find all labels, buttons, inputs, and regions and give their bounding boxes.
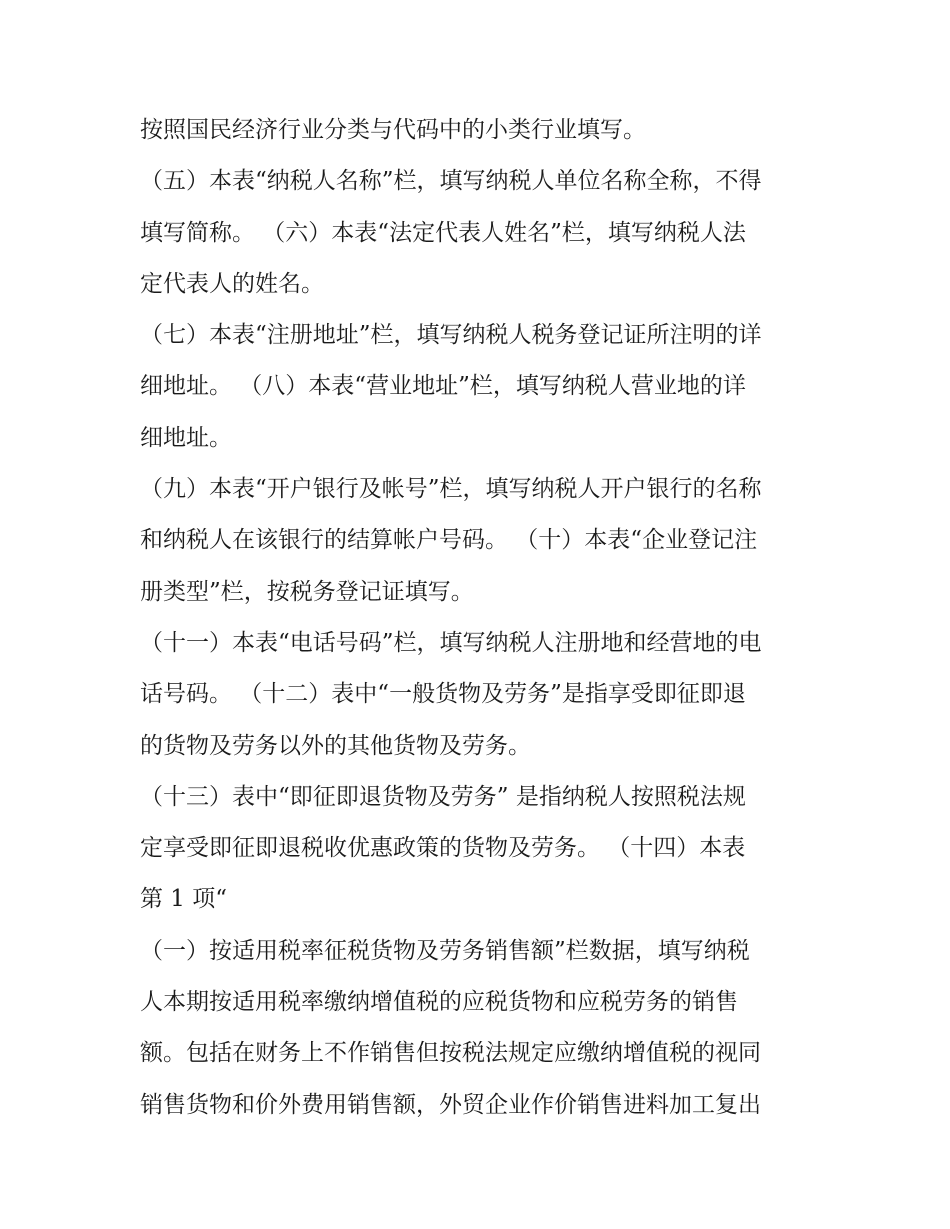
text-line: （十三）表中“即征即退货物及劳务” 是指纳税人按照税法规 [140,783,746,810]
text-line: （五）本表“纳税人名称”栏，填写纳税人单位名称全称，不得 [140,168,762,195]
document-body [140,105,820,1131]
text-line: 定享受即征即退税收优惠政策的货物及劳务。 （十四）本表 [140,835,746,862]
text-line: 第 1 项“ [140,886,228,913]
text-line: 人本期按适用税率缴纳增值税的应税货物和应税劳务的销售 [140,989,738,1016]
text-line: 册类型”栏，按税务登记证填写。 [140,578,474,605]
text-line: 话号码。 （十二）表中“一般货物及劳务”是指享受即征即退 [140,681,746,708]
text-line: 细地址。 （八）本表“营业地址”栏，填写纳税人营业地的详 [140,373,746,400]
text-line: 销售货物和价外费用销售额，外贸企业作价销售进料加工复出 [140,1091,761,1118]
text-line: 和纳税人在该银行的结算帐户号码。 （十）本表“企业登记注 [140,527,758,554]
text-line: 细地址。 [140,424,232,451]
text-line: 填写简称。 （六）本表“法定代表人姓名”栏，填写纳税人法 [140,219,746,246]
text-line: （七）本表“注册地址”栏，填写纳税人税务登记证所注明的详 [140,322,762,349]
text-line: 定代表人的姓名。 [140,270,324,297]
text-line: 按照国民经济行业分类与代码中的小类行业填写。 [140,117,646,143]
text-line: （一）按适用税率征税货物及劳务销售额”栏数据，填写纳税 [140,937,750,964]
text-line: 额。包括在财务上不作销售但按税法规定应缴纳增值税的视同 [140,1040,761,1067]
text-line: （十一）本表“电话号码”栏，填写纳税人注册地和经营地的电 [140,629,762,656]
text-line: （九）本表“开户银行及帐号”栏，填写纳税人开户银行的名称 [140,476,762,503]
text-line: 的货物及劳务以外的其他货物及劳务。 [140,732,531,759]
